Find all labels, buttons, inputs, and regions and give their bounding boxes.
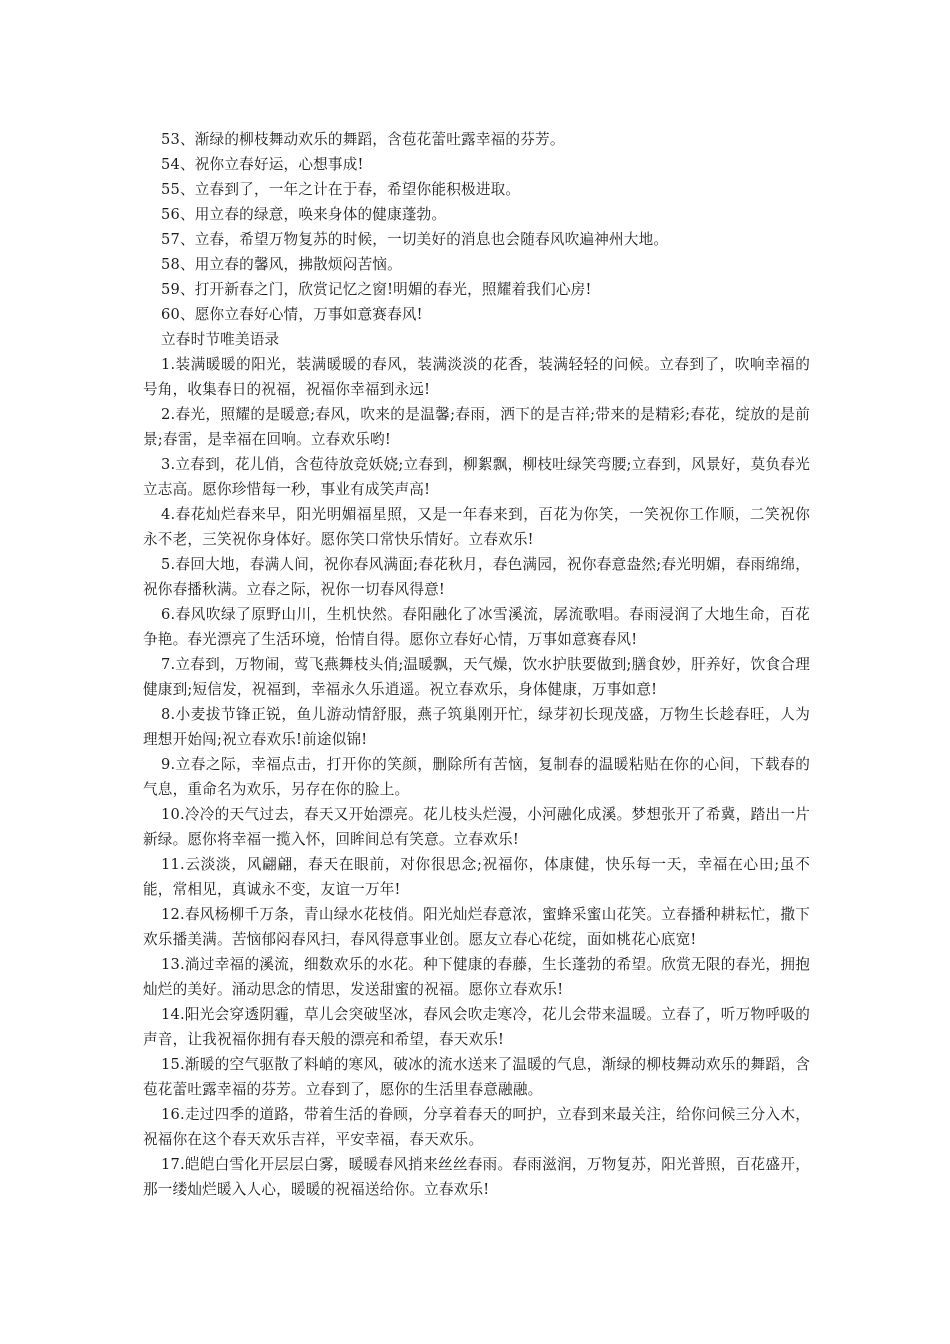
quote-paragraph [143, 1152, 810, 1202]
wish-line: 59、打开新春之门，欣赏记忆之窗!明媚的春光，照耀着我们心房! [161, 281, 592, 298]
quote-paragraph [143, 452, 810, 502]
quote-paragraph [143, 552, 810, 602]
quote-text: 16.走过四季的道路，带着生活的眷顾，分享着春天的呵护，立春到来最关注，给你问候三分入木，祝福你在这个春天欢乐吉祥，平安幸福，春天欢乐。 [143, 1106, 810, 1148]
wish-line: 60、愿你立春好心情，万事如意赛春风! [161, 306, 423, 323]
quote-paragraph [143, 602, 810, 652]
quote-paragraph [143, 1102, 810, 1152]
quote-paragraph [143, 402, 810, 452]
quote-paragraph [143, 352, 810, 402]
wish-line: 57、立春，希望万物复苏的时候，一切美好的消息也会随春风吹遍神州大地。 [161, 231, 669, 248]
wish-line: 55、立春到了，一年之计在于春，希望你能积极进取。 [161, 181, 521, 198]
document-body [143, 127, 810, 1202]
quote-paragraph [143, 902, 810, 952]
quote-text: 1.装满暖暖的阳光，装满暖暖的春风，装满淡淡的花香，装满轻轻的问候。立春到了，吹响幸福的号角，收集春日的祝福，祝福你幸福到永远! [143, 356, 810, 398]
quote-paragraph [143, 952, 810, 1002]
quote-paragraph [143, 1052, 810, 1102]
quote-text: 17.皑皑白雪化开层层白雾，暖暖春风捎来丝丝春雨。春雨滋润，万物复苏，阳光普照，百花盛开，那一缕灿烂暖入人心，暖暖的祝福送给你。立春欢乐! [143, 1156, 810, 1198]
quote-paragraph [143, 702, 810, 752]
quote-paragraph [143, 502, 810, 552]
quote-text: 7.立春到，万物闹，莺飞燕舞枝头俏;温暖飘，天气燥，饮水护肤要做到;膳食妙，肝养好，饮食合理健康到;短信发，祝福到，幸福永久乐逍遥。祝立春欢乐，身体健康，万事如意! [143, 656, 810, 698]
quote-paragraph [143, 652, 810, 702]
quote-text: 13.淌过幸福的溪流，细数欢乐的水花。种下健康的春藤，生长蓬勃的希望。欣赏无限的春光，拥抱灿烂的美好。涌动思念的情思，发送甜蜜的祝福。愿你立春欢乐! [143, 956, 810, 998]
wish-line: 53、渐绿的柳枝舞动欢乐的舞蹈，含苞花蕾吐露幸福的芬芳。 [161, 131, 565, 148]
quote-text: 14.阳光会穿透阴霾，草儿会突破坚冰，春风会吹走寒冷，花儿会带来温暖。立春了，听万物呼吸的声音，让我祝福你拥有春天般的漂亮和希望，春天欢乐! [143, 1006, 810, 1048]
quote-paragraph [143, 802, 810, 852]
quote-text: 5.春回大地，春满人间，祝你春风满面;春花秋月，春色满园，祝你春意盎然;春光明媚，春雨绵绵，祝你春播秋满。立春之际，祝你一切春风得意! [143, 556, 810, 598]
quote-text: 9.立春之际，幸福点击，打开你的笑颜，删除所有苦恼，复制春的温暖粘贴在你的心间，下载春的气息，重命名为欢乐，另存在你的脸上。 [143, 756, 810, 798]
quote-text: 11.云淡淡，风翩翩，春天在眼前，对你很思念;祝福你，体康健，快乐每一天，幸福在心田;虽不能，常相见，真诚永不变，友谊一万年! [143, 856, 810, 898]
quote-paragraph [143, 852, 810, 902]
quote-text: 6.春风吹绿了原野山川，生机快然。春阳融化了冰雪溪流，孱流歌唱。春雨浸润了大地生命，百花争艳。春光漂亮了生活环境，怡情自得。愿你立春好心情，万事如意赛春风! [143, 606, 810, 648]
section-heading: 立春时节唯美语录 [161, 331, 280, 348]
wish-list [143, 127, 810, 327]
wish-line: 54、祝你立春好运，心想事成! [161, 156, 364, 173]
quote-text: 4.春花灿烂春来早，阳光明媚福星照，又是一年春来到，百花为你笑，一笑祝你工作顺，二笑祝你永不老，三笑祝你身体好。愿你笑口常快乐情好。立春欢乐! [143, 506, 810, 548]
quote-paragraph [143, 1002, 810, 1052]
quote-list [143, 352, 810, 1202]
wish-line: 58、用立春的馨风，拂散烦闷苦恼。 [161, 256, 402, 273]
quote-text: 15.渐暖的空气驱散了料峭的寒风，破冰的流水送来了温暖的气息，渐绿的柳枝舞动欢乐的舞蹈，含苞花蕾吐露幸福的芬芳。立春到了，愿你的生活里春意融融。 [143, 1056, 810, 1098]
quote-text: 8.小麦拔节锋正锐，鱼儿游动情舒服，燕子筑巢刚开忙，绿芽初长现茂盛，万物生长趁春旺，人为理想开始闯;祝立春欢乐!前途似锦! [143, 706, 810, 748]
wish-line: 56、用立春的绿意，唤来身体的健康蓬勃。 [161, 206, 447, 223]
quote-text: 2.春光，照耀的是暖意;春风，吹来的是温馨;春雨，洒下的是吉祥;带来的是精彩;春花，绽放的是前景;春雷，是幸福在回响。立春欢乐哟! [143, 406, 810, 448]
quote-text: 3.立春到，花儿俏，含苞待放竞妖娆;立春到，柳絮飘，柳枝吐绿笑弯腰;立春到，风景好，莫负春光立志高。愿你珍惜每一秒，事业有成笑声高! [143, 456, 810, 498]
quote-text: 10.冷冷的天气过去，春天又开始漂亮。花儿枝头烂漫，小河融化成溪。梦想张开了希冀，踏出一片新绿。愿你将幸福一揽入怀，回眸间总有笑意。立春欢乐! [143, 806, 810, 848]
quote-text: 12.春风杨柳千万条，青山绿水花枝俏。阳光灿烂春意浓，蜜蜂采蜜山花笑。立春播种耕耘忙，撒下欢乐播美满。苦恼郁闷春风扫，春风得意事业创。愿友立春心花绽，面如桃花心底宽! [143, 906, 810, 948]
quote-paragraph [143, 752, 810, 802]
